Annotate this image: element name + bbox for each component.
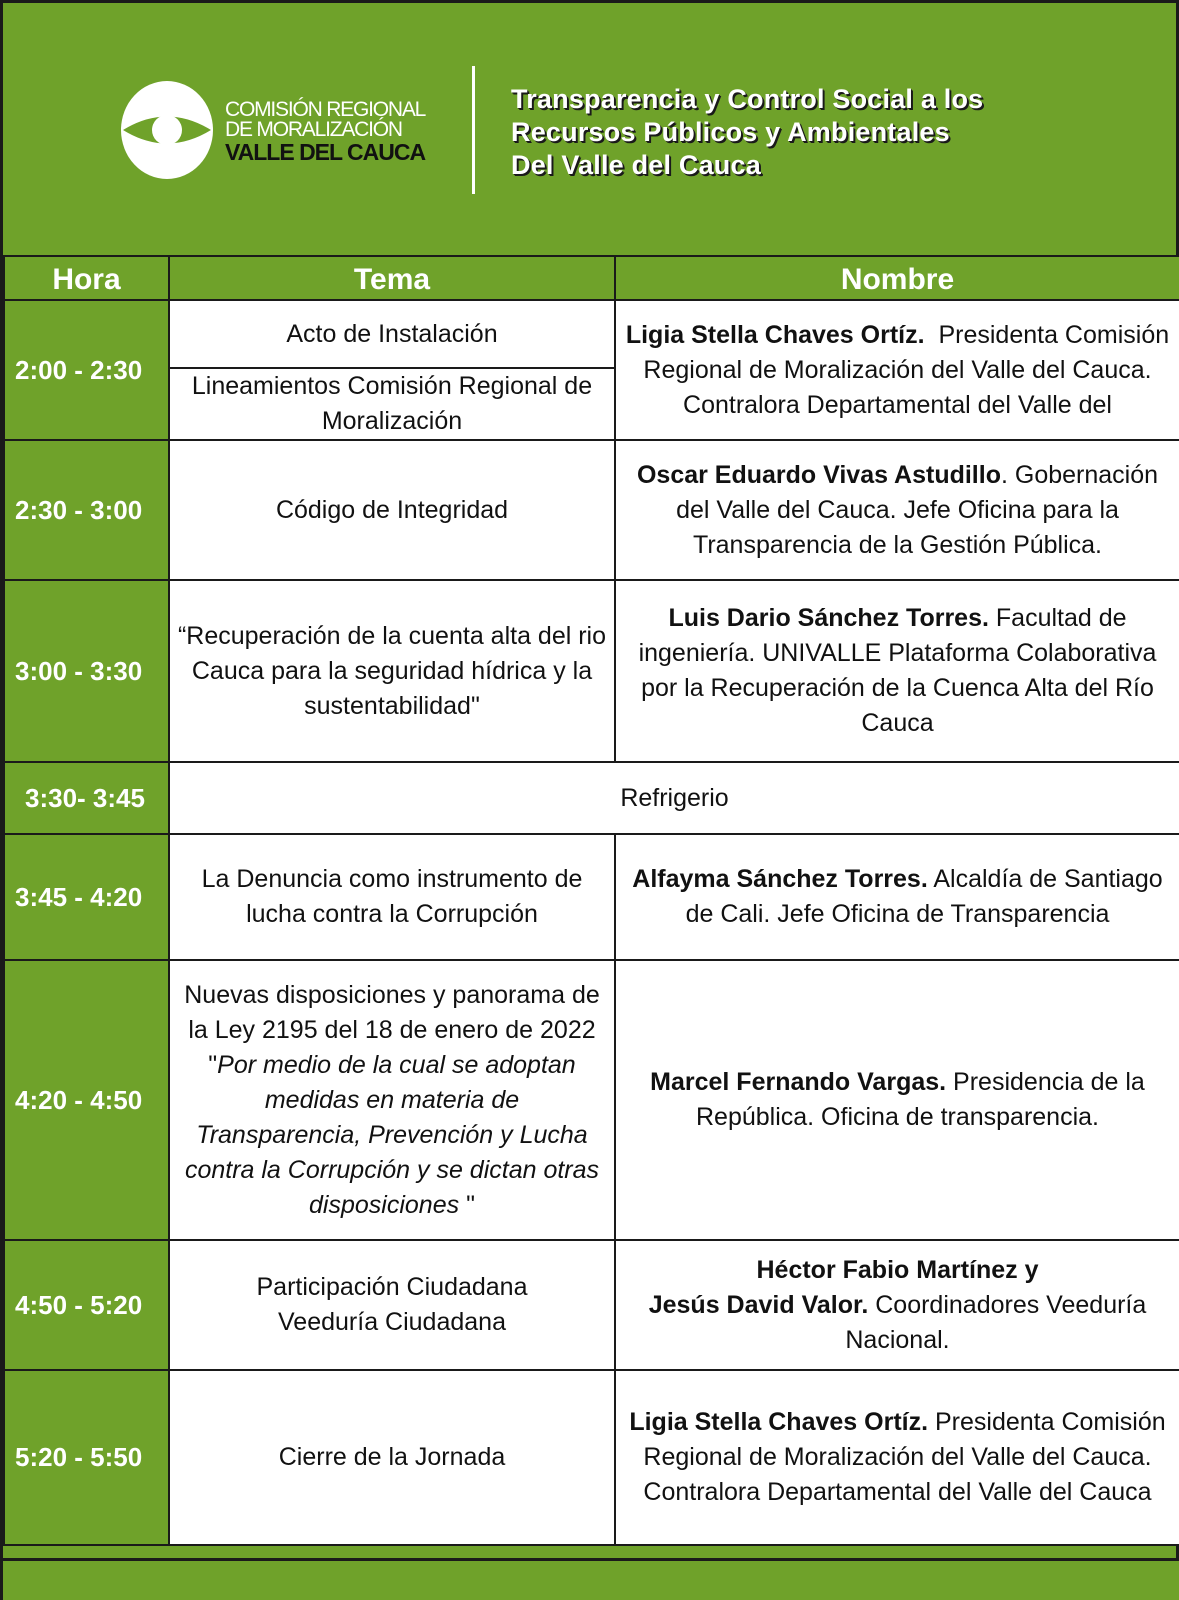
time-cell: 4:50 - 5:20 bbox=[4, 1240, 169, 1370]
title-line-3: Del Valle del Cauca bbox=[511, 150, 761, 180]
speaker-cell bbox=[615, 960, 1179, 1240]
time-cell: 3:30- 3:45 bbox=[4, 762, 169, 834]
speaker-role: Facultad de ingeniería. UNIVALLE Plataforma Colaborativa por la Recuperación de la Cuenca Alta del Río Cauca bbox=[638, 604, 1157, 737]
speaker-cell bbox=[615, 440, 1179, 580]
event-title bbox=[511, 83, 983, 182]
topic-cell bbox=[169, 1240, 615, 1370]
topic-cell: “Recuperación de la cuenta alta del rio Cauca para la seguridad hídrica y la sustentabilidad" bbox=[169, 580, 615, 762]
topic-cell bbox=[169, 300, 615, 440]
topic-cell: La Denuncia como instrumento de lucha contra la Corrupción bbox=[169, 834, 615, 960]
table-header-row bbox=[4, 256, 1179, 300]
speaker-role: Alcaldía de Santiago de Cali. Jefe Oficina de Transparencia bbox=[685, 865, 1163, 928]
header-divider bbox=[472, 66, 475, 194]
speaker-name: Alfayma Sánchez Torres. bbox=[632, 865, 928, 893]
table-row bbox=[4, 1240, 1179, 1370]
speaker-role: Presidenta Comisión Regional de Moralización del Valle del Cauca. Contralora Departamental del Valle del Cauca bbox=[643, 1408, 1166, 1506]
speaker-cell bbox=[615, 1240, 1179, 1370]
column-header-nombre: Nombre bbox=[615, 256, 1179, 300]
topic-line: Veeduría Ciudadana bbox=[278, 1308, 506, 1336]
title-line-1: Transparencia y Control Social a los bbox=[511, 84, 984, 114]
time-cell: 5:20 - 5:50 bbox=[4, 1370, 169, 1545]
speaker-cell bbox=[615, 580, 1179, 762]
table-row bbox=[4, 834, 1179, 960]
topic-cell bbox=[169, 960, 615, 1240]
table-row-break bbox=[4, 762, 1179, 834]
logo-wordmark bbox=[225, 98, 426, 165]
law-title: Por medio de la cual se adoptan medidas en materia de Transparencia, Prevención y Lucha contra la Corrupción y se dictan otras disposiciones bbox=[184, 1050, 600, 1219]
table-row bbox=[4, 960, 1179, 1240]
column-header-hora: Hora bbox=[4, 256, 169, 300]
speaker-name: Jesús David Valor. bbox=[648, 1290, 869, 1319]
header-banner bbox=[3, 3, 1176, 255]
table-row bbox=[4, 440, 1179, 580]
topic-split bbox=[170, 301, 614, 439]
speaker-role: . Gobernación del Valle del Cauca. Jefe Oficina para la Transparencia de la Gestión Pública. bbox=[676, 460, 1159, 559]
topic-item: Lineamientos Comisión Regional de Moralización bbox=[191, 372, 593, 435]
topic-text: Nuevas disposiciones y panorama de la Ley 2195 del 18 de enero de 2022 " bbox=[184, 980, 600, 1079]
time-cell: 2:00 - 2:30 bbox=[4, 300, 169, 440]
logo-line-2: DE MORALIZACIÓN bbox=[225, 118, 402, 141]
speaker-role: Presidenta Comisión Regional de Moralización del Valle del Cauca. Contralora Departamental del Valle del bbox=[643, 320, 1170, 419]
eye-logo-icon bbox=[121, 81, 213, 179]
speaker-name: Marcel Fernando Vargas. bbox=[650, 1068, 947, 1096]
time-cell: 3:00 - 3:30 bbox=[4, 580, 169, 762]
time-cell: 3:45 - 4:20 bbox=[4, 834, 169, 960]
break-cell: Refrigerio bbox=[169, 762, 1179, 834]
table-row bbox=[4, 300, 1179, 440]
speaker-cell bbox=[615, 834, 1179, 960]
speaker-name: Oscar Eduardo Vivas Astudillo bbox=[636, 460, 1001, 489]
footer-band bbox=[3, 1558, 1179, 1600]
time-cell: 4:20 - 4:50 bbox=[4, 960, 169, 1240]
column-header-tema: Tema bbox=[169, 256, 615, 300]
speaker-cell bbox=[615, 300, 1179, 440]
speaker-name: Luis Dario Sánchez Torres. bbox=[668, 604, 989, 632]
agenda-table bbox=[3, 255, 1179, 1546]
speaker-cell bbox=[615, 1370, 1179, 1545]
speaker-role: Presidencia de la República. Oficina de transparencia. bbox=[695, 1068, 1145, 1131]
speaker-role: Coordinadores Veeduría Nacional. bbox=[845, 1290, 1147, 1354]
topic-cell: Cierre de la Jornada bbox=[169, 1370, 615, 1545]
time-cell: 2:30 - 3:00 bbox=[4, 440, 169, 580]
topic-text-end: " bbox=[459, 1190, 475, 1219]
topic-cell: Código de Integridad bbox=[169, 440, 615, 580]
topic-line: Participación Ciudadana bbox=[256, 1273, 528, 1301]
logo-line-3: VALLE DEL CAUCA bbox=[225, 139, 426, 165]
title-line-2: Recursos Públicos y Ambientales bbox=[511, 117, 950, 147]
speaker-name: Héctor Fabio Martínez y bbox=[756, 1255, 1039, 1284]
speaker-name: Ligia Stella Chaves Ortíz. bbox=[625, 320, 925, 349]
table-row bbox=[4, 580, 1179, 762]
table-row bbox=[4, 1370, 1179, 1545]
logo-line-1: COMISIÓN REGIONAL bbox=[225, 98, 426, 121]
speaker-name: Ligia Stella Chaves Ortíz. bbox=[629, 1408, 929, 1436]
topic-item: Acto de Instalación bbox=[170, 301, 614, 369]
